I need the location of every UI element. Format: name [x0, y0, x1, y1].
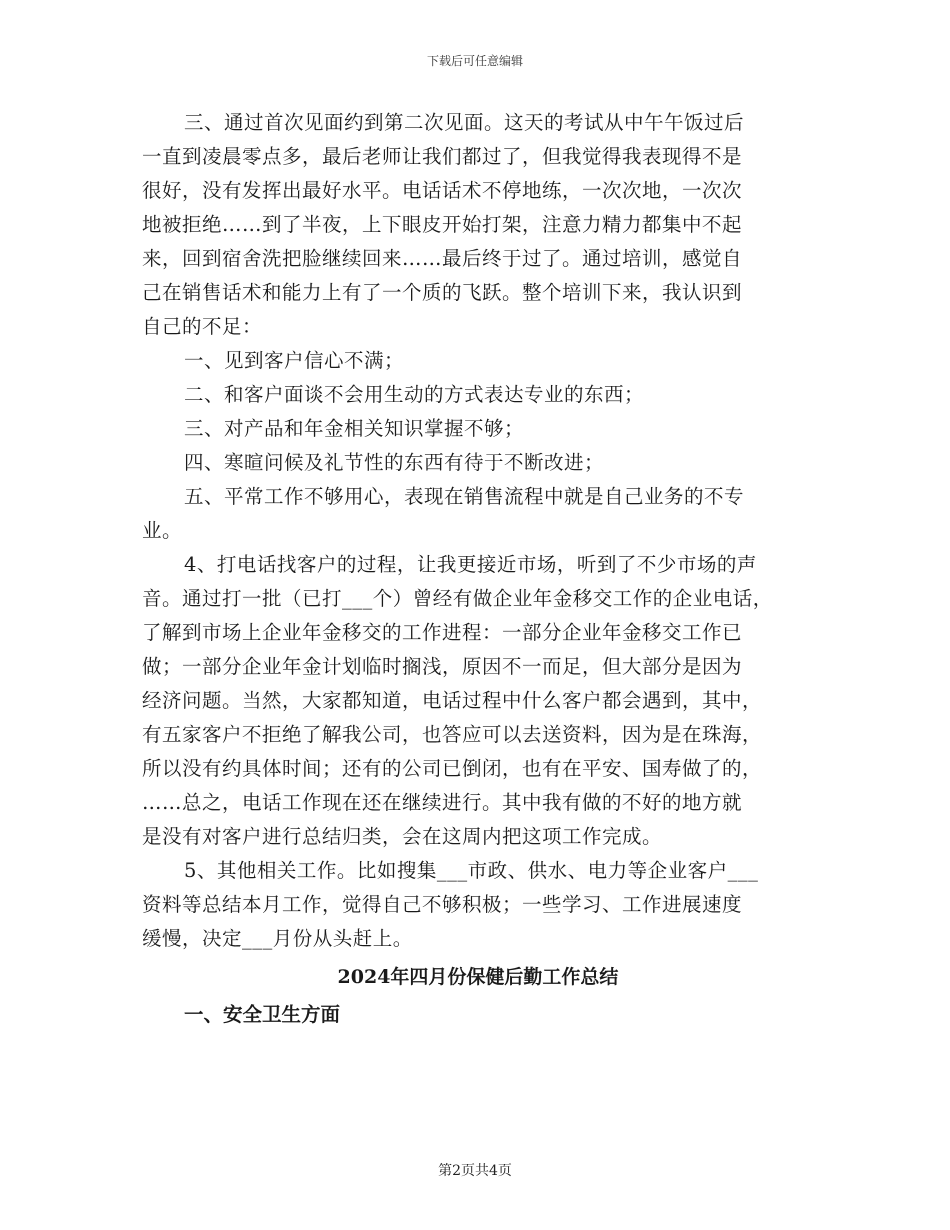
paragraph-line: 所以没有约具体时间；还有的公司已倒闭，也有在平安、国寿做了的， [142, 757, 763, 780]
paragraph-line: 己在销售话术和能力上有了一个质的飞跃。整个培训下来，我认识到 [142, 281, 743, 304]
paragraph-line: 有五家客户不拒绝了解我公司，也答应可以去送资料，因为是在珠海， [142, 723, 763, 746]
list-item: 四、寒暄问候及礼节性的东西有待于不断改进； [184, 451, 605, 474]
list-item: 三、对产品和年金相关知识掌握不够； [184, 417, 525, 440]
paragraph-line: 了解到市场上企业年金移交的工作进程：一部分企业年金移交工作已 [142, 621, 743, 644]
paragraph-line: 三、通过首次见面约到第二次见面。这天的考试从中午午饭过后 [184, 111, 745, 134]
paragraph-line: 资料等总结本月工作，觉得自己不够积极；一些学习、工作进展速度 [142, 893, 743, 916]
paragraph-line: 音。通过打一批（已打___个）曾经有做企业年金移交工作的企业电话， [142, 587, 773, 610]
paragraph-line: 很好，没有发挥出最好水平。电话话术不停地练，一次次地，一次次 [142, 179, 743, 202]
document-body [142, 106, 814, 1032]
paragraph-line: 是没有对客户进行总结归类，会在这周内把这项工作完成。 [142, 825, 663, 848]
paragraph-line: 5、其他相关工作。比如搜集___市政、供水、电力等企业客户___ [184, 859, 759, 882]
page-footer: 第2页共4页 [438, 1163, 512, 1179]
paragraph-line: 地被拒绝……到了半夜，上下眼皮开始打架，注意力精力都集中不起 [142, 213, 743, 236]
paragraph-line: 4、打电话找客户的过程，让我更接近市场，听到了不少市场的声 [184, 553, 757, 576]
paragraph-line: ……总之，电话工作现在还在继续进行。其中我有做的不好的地方就 [142, 791, 743, 814]
paragraph-line: 做；一部分企业年金计划临时搁浅，原因不一而足，但大部分是因为 [142, 655, 743, 678]
paragraph-line: 自己的不足： [142, 315, 263, 338]
list-item: 一、见到客户信心不满； [184, 349, 405, 372]
section-title: 2024年四月份保健后勤工作总结 [337, 966, 619, 988]
page-header: 下载后可任意编辑 [426, 54, 523, 68]
paragraph-line: 经济问题。当然，大家都知道，电话过程中什么客户都会遇到，其中， [142, 689, 763, 712]
list-item: 二、和客户面谈不会用生动的方式表达专业的东西； [184, 383, 645, 406]
list-item: 五、平常工作不够用心，表现在销售流程中就是自己业务的不专 [184, 485, 745, 508]
paragraph-line: 来，回到宿舍洗把脸继续回来……最后终于过了。通过培训，感觉自 [142, 247, 743, 270]
list-item-continuation: 业。 [142, 519, 183, 542]
paragraph-line: 一直到凌晨零点多，最后老师让我们都过了，但我觉得我表现得不是 [142, 145, 743, 168]
section-heading: 一、安全卫生方面 [184, 1003, 341, 1026]
paragraph-line: 缓慢，决定___月份从头赶上。 [142, 927, 413, 950]
